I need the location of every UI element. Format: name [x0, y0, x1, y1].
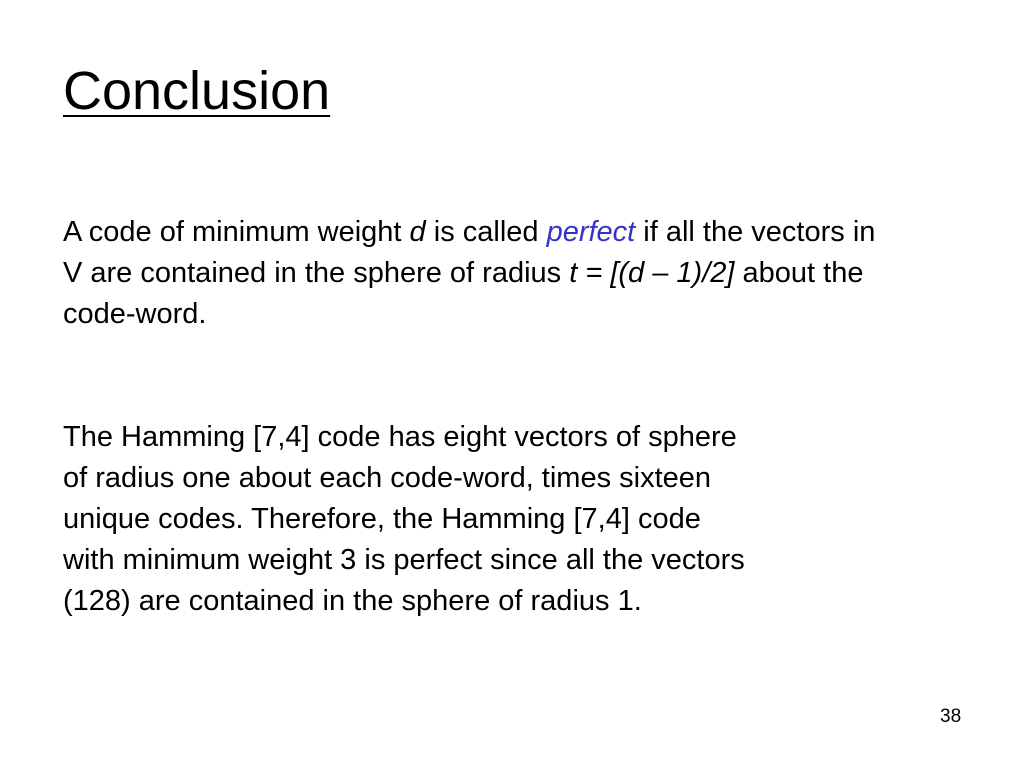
definition-text-3: if all the vectors in V are contained in the sphere of radius	[63, 216, 876, 289]
perfect-term: perfect	[546, 216, 636, 248]
hamming-line: The Hamming [7,4] code has eight vectors of sphere	[63, 421, 737, 453]
definition-text-2: is called	[425, 216, 547, 248]
page-number: 38	[940, 706, 962, 727]
variable-d: d	[409, 216, 426, 248]
hamming-line: with minimum weight 3 is perfect since all the vectors	[63, 544, 745, 576]
slide-title: Conclusion	[63, 61, 331, 121]
definition-text-1: A code of minimum weight	[63, 216, 410, 248]
definition-text-4: about the code-word.	[63, 257, 864, 330]
perfect-code-definition	[63, 212, 883, 335]
hamming-example-paragraph	[63, 417, 883, 622]
radius-formula: t = [(d – 1)/2]	[569, 257, 735, 289]
hamming-line: unique codes. Therefore, the Hamming [7,4] code	[63, 503, 701, 535]
hamming-line: (128) are contained in the sphere of radius 1.	[63, 585, 642, 617]
hamming-line: of radius one about each code-word, times sixteen	[63, 462, 712, 494]
